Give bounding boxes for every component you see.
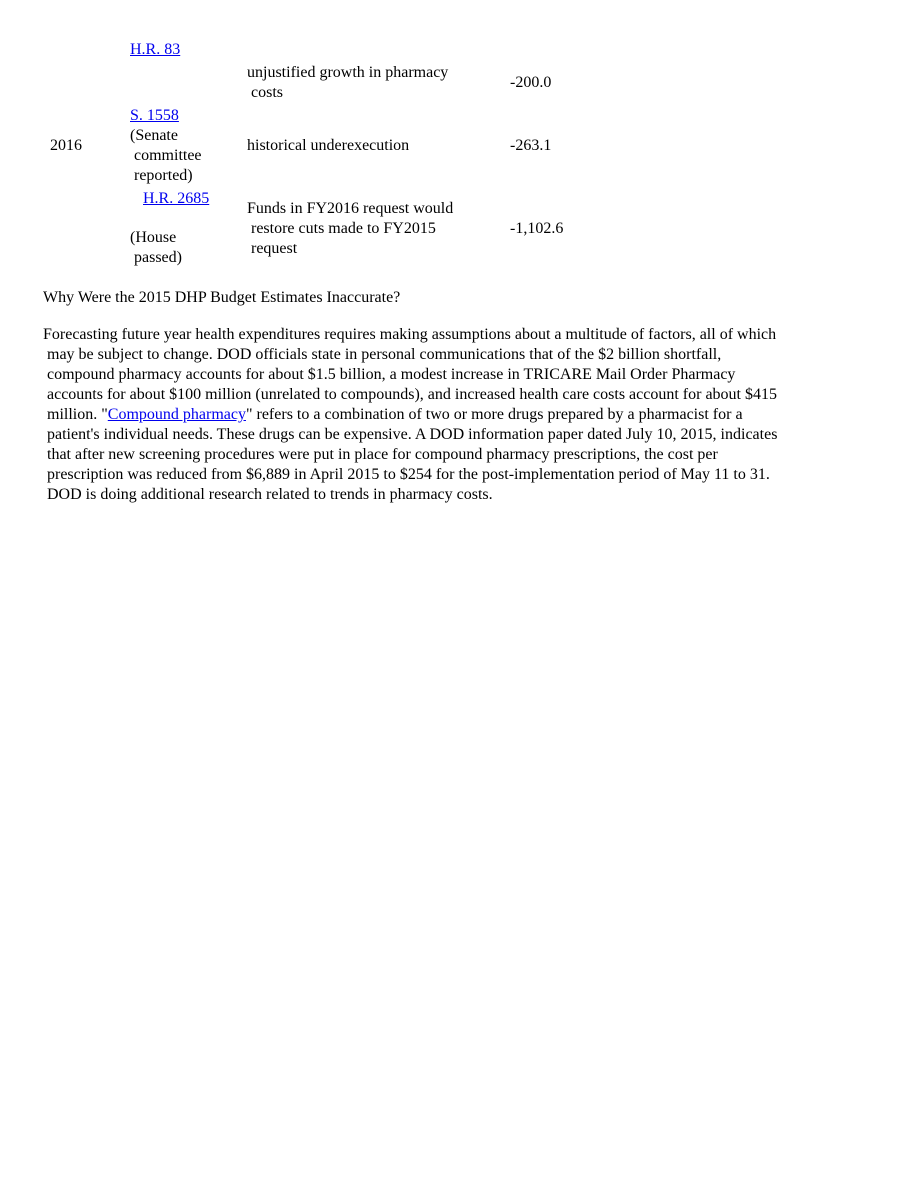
reason-cell: historical underexecution [247, 137, 410, 154]
body-paragraph [43, 325, 893, 505]
paragraph-line: may be subject to change. DOD officials state in personal communications that of the $2 billion shortfall, [47, 346, 722, 363]
reason-cell [247, 199, 453, 259]
amount-cell: -263.1 [510, 137, 552, 154]
paragraph-line [43, 405, 893, 425]
paragraph-text: " refers to a combination of two or more drugs prepared by a pharmacist for a [245, 406, 743, 423]
paragraph-line: accounts for about $100 million (unrelated to compounds), and increased health care costs account for about $415 [47, 386, 777, 403]
bill-note-line: passed) [134, 249, 182, 266]
bill-note [130, 228, 182, 268]
paragraph-line: DOD is doing additional research related to trends in pharmacy costs. [47, 486, 493, 503]
bill-note-line: committee [134, 147, 202, 164]
paragraph-line: prescription was reduced from $6,889 in April 2015 to $254 for the post-implementation period of May 11 to 31. [47, 466, 770, 483]
reason-line: unjustified growth in pharmacy [247, 64, 449, 81]
reason-line: costs [251, 84, 283, 101]
paragraph-line: Forecasting future year health expenditures requires making assumptions about a multitude of factors, all of which [43, 326, 777, 343]
paragraph-text: million. " [47, 406, 108, 423]
reason-line: Funds in FY2016 request would [247, 200, 454, 217]
amount-cell: -1,102.6 [510, 220, 564, 237]
year-cell: 2016 [50, 137, 82, 154]
amount-cell: -200.0 [510, 74, 552, 91]
bill-link-hr83[interactable]: H.R. 83 [130, 41, 181, 58]
paragraph-line: that after new screening procedures were put in place for compound pharmacy prescriptions, the cost per [47, 446, 718, 463]
paragraph-line: patient's individual needs. These drugs can be expensive. A DOD information paper dated July 10, 2015, indicates [47, 426, 778, 443]
paragraph-line: compound pharmacy accounts for about $1.5 billion, a modest increase in TRICARE Mail Order Pharmacy [47, 366, 736, 383]
bill-link-hr2685[interactable]: H.R. 2685 [143, 190, 210, 207]
bill-note-line: reported) [134, 167, 193, 184]
compound-pharmacy-link[interactable]: Compound pharmacy [107, 406, 246, 423]
bill-note-line: (House [130, 229, 177, 246]
reason-line: request [251, 240, 298, 257]
reason-line: restore cuts made to FY2015 [251, 220, 436, 237]
bill-note-line: (Senate [130, 127, 178, 144]
bill-link-s1558[interactable]: S. 1558 [130, 107, 179, 124]
section-heading: Why Were the 2015 DHP Budget Estimates Inaccurate? [43, 289, 401, 306]
bill-note [130, 126, 202, 186]
reason-cell [247, 63, 448, 103]
